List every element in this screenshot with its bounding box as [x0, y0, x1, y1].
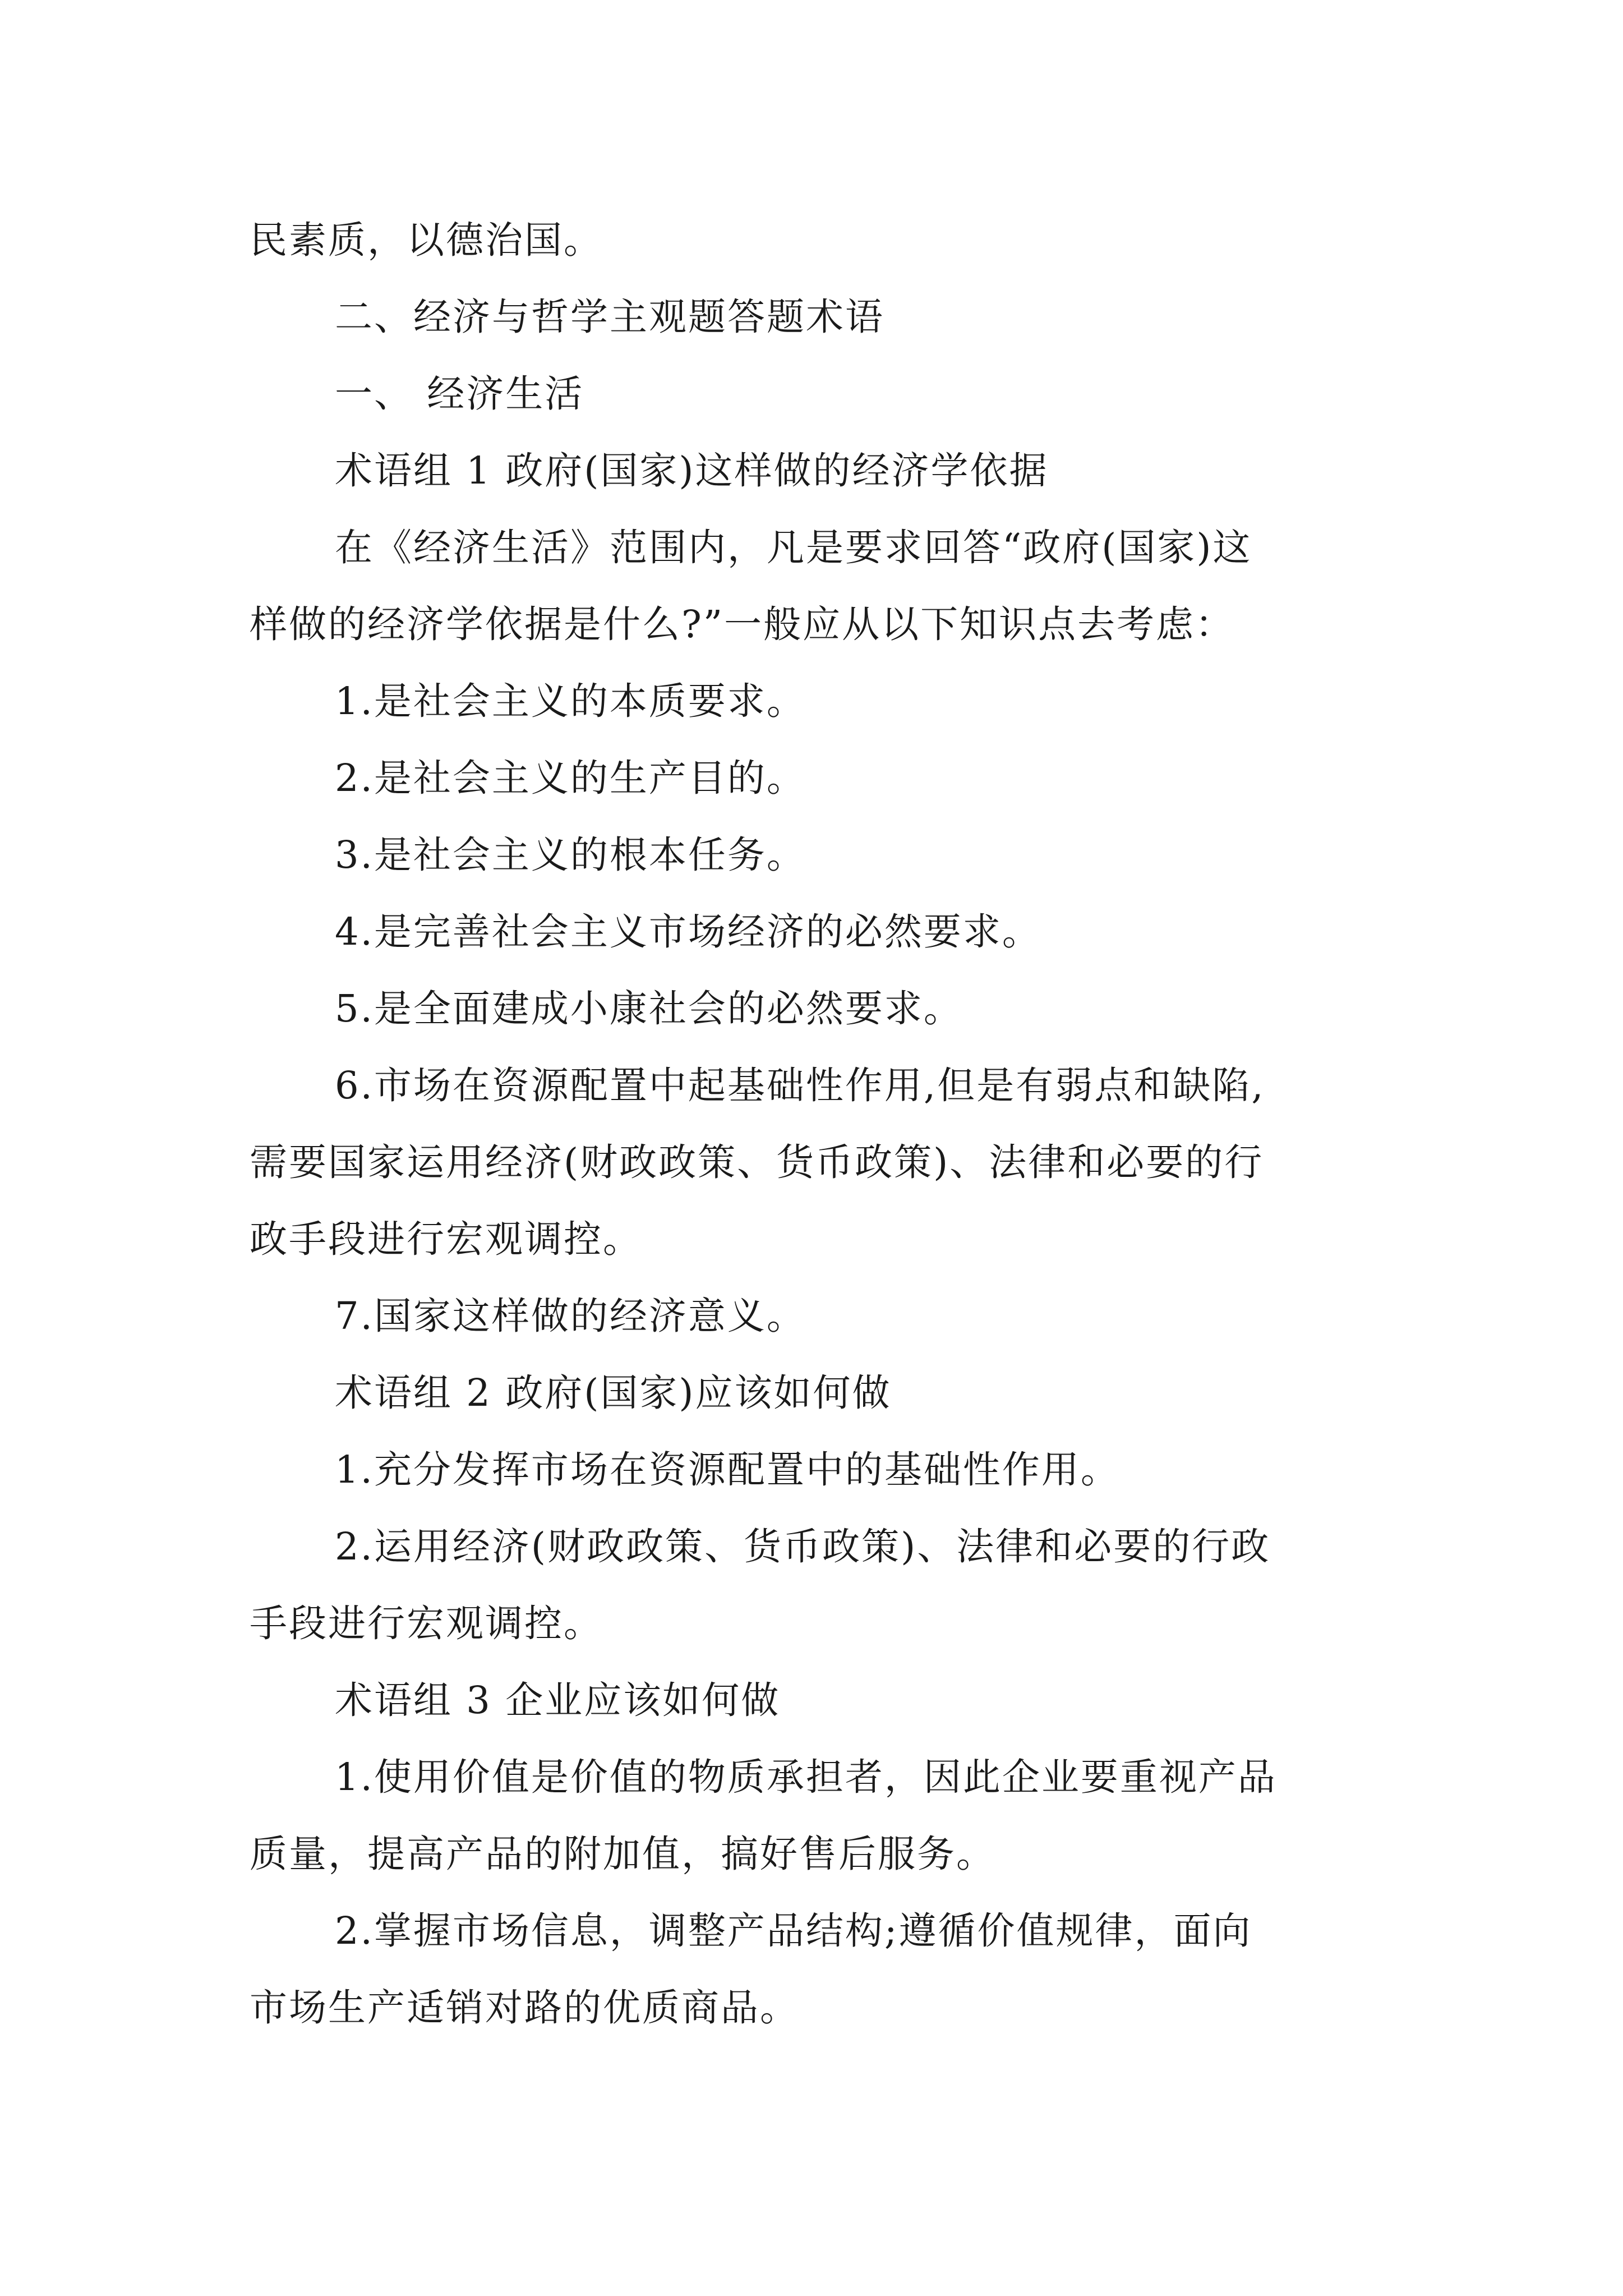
list-item: 5.是全面建成小康社会的必然要求。 [335, 987, 963, 1030]
term-group-2-heading: 术语组 2 政府(国家)应该如何做 [335, 1371, 892, 1415]
list-item: 1.充分发挥市场在资源配置中的基础性作用。 [335, 1448, 1120, 1492]
text-line-13: 需要国家运用经济(财政政策、货币政策)、法律和必要的行 [250, 1140, 1264, 1184]
text-line-5: 在《经济生活》范围内，凡是要求回答“政府(国家)这 [335, 526, 1252, 569]
list-item: 1.使用价值是价值的物质承担者，因此企业要重视产品 [335, 1755, 1277, 1799]
body-text [250, 202, 1391, 2046]
list-item: 2.掌握市场信息，调整产品结构;遵循价值规律，面向 [335, 1909, 1252, 1953]
text-line-1: 民素质，以德治国。 [250, 218, 603, 262]
text-line-6: 样做的经济学依据是什么?”一般应从以下知识点去考虑： [250, 602, 1235, 646]
text-line-14: 政手段进行宏观调控。 [250, 1217, 642, 1261]
text-line-19: 手段进行宏观调控。 [250, 1602, 603, 1645]
term-group-3-heading: 术语组 3 企业应该如何做 [335, 1678, 781, 1722]
subsection-heading: 一、 经济生活 [335, 372, 584, 416]
list-item: 2.运用经济(财政政策、货币政策)、法律和必要的行政 [335, 1525, 1271, 1568]
list-item: 2.是社会主义的生产目的。 [335, 756, 806, 800]
text-line-24: 市场生产适销对路的优质商品。 [250, 1986, 799, 2030]
text-line-22: 质量，提高产品的附加值，搞好售后服务。 [250, 1832, 995, 1876]
term-group-1-heading: 术语组 1 政府(国家)这样做的经济学依据 [335, 449, 1049, 493]
list-item: 4.是完善社会主义市场经济的必然要求。 [335, 910, 1041, 954]
list-item: 3.是社会主义的根本任务。 [335, 833, 806, 877]
list-item: 1.是社会主义的本质要求。 [335, 679, 806, 723]
list-item: 6.市场在资源配置中起基础性作用,但是有弱点和缺陷, [335, 1064, 1265, 1107]
section-heading: 二、经济与哲学主观题答题术语 [335, 295, 884, 339]
list-item: 7.国家这样做的经济意义。 [335, 1294, 806, 1338]
